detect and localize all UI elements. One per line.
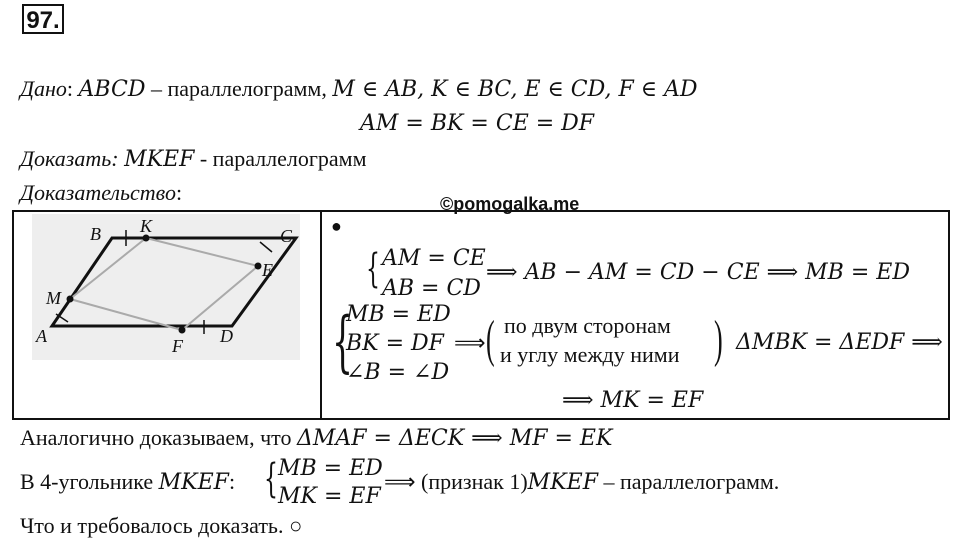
step2-arrow: ⟹	[454, 330, 486, 355]
prove-shape: MKEF	[124, 147, 195, 172]
parallelogram-figure	[32, 214, 300, 360]
quad-shape2: MKEF	[527, 470, 598, 495]
step2-paren-left: (	[486, 311, 495, 368]
prove-line	[20, 146, 367, 172]
quad-tail: – параллелограмм.	[597, 469, 780, 494]
given-shape: ABCD	[78, 77, 146, 102]
quad-line2: MK = EF	[278, 484, 381, 509]
conclusion: Что и требовалось доказать. ○	[20, 513, 303, 538]
quad-arrow: ⟹	[384, 469, 416, 494]
quad-result	[384, 469, 779, 495]
similar-math: ΔMAF = ΔECK ⟹ MF = EK	[296, 426, 613, 451]
label-d: D	[220, 326, 233, 346]
watermark: ©pomogalka.me	[440, 194, 580, 214]
point-m	[67, 296, 74, 303]
quad-reason: (признак 1)	[421, 469, 528, 494]
step1-line1: AM = CE	[382, 246, 486, 271]
prove-label: Доказать:	[20, 146, 119, 171]
step2-reason1: по двум сторонам	[504, 313, 671, 338]
given-text: – параллелограмм,	[145, 76, 333, 101]
given-equal: AM = BK = CE = DF	[360, 111, 595, 136]
point-f	[179, 327, 186, 334]
proof-table-divider	[320, 210, 322, 420]
given-label: Дано	[20, 76, 67, 101]
given-colon: :	[66, 76, 74, 101]
label-c: C	[280, 226, 293, 246]
step2-reason2: и углу между ними	[500, 342, 680, 367]
step1-line2: AB = CD	[382, 276, 481, 301]
label-b: B	[90, 224, 101, 244]
point-e	[255, 263, 262, 270]
proof-colon: :	[175, 180, 183, 205]
proof-heading	[20, 180, 182, 206]
step2-line1: MB = ED	[346, 302, 451, 327]
quad-colon: :	[228, 469, 236, 494]
given-points: M ∈ AB, K ∈ BC, E ∈ CD, F ∈ AD	[332, 77, 698, 102]
problem-number: 97.	[22, 4, 64, 34]
step2-line3: ∠B = ∠D	[346, 360, 450, 385]
similar-line	[20, 425, 612, 451]
label-e: E	[262, 260, 273, 280]
label-a: A	[36, 326, 47, 346]
quad-shape: MKEF	[158, 470, 229, 495]
given-line	[20, 76, 698, 102]
step2-paren-right: )	[714, 311, 723, 368]
quad-line-start	[20, 469, 235, 495]
label-m: M	[46, 288, 61, 308]
step1-brace: {	[366, 246, 380, 292]
prove-text: - параллелограмм	[194, 146, 367, 171]
step2-brace: {	[332, 303, 353, 380]
step2-result: ΔMBK = ΔEDF ⟹	[736, 330, 943, 355]
step2-final: ⟹ MK = EF	[562, 388, 704, 413]
proof-label: Доказательство	[20, 180, 176, 205]
step1-result: ⟹ AB − AM = CD − CE ⟹ MB = ED	[486, 260, 910, 285]
label-f: F	[172, 336, 183, 356]
step2-line2: BK = DF	[346, 331, 444, 356]
proof-bullet: ●	[331, 216, 342, 236]
quad-prefix: В 4-угольнике	[20, 469, 159, 494]
quad-line1: MB = ED	[278, 456, 383, 481]
label-k: K	[140, 216, 153, 236]
similar-text: Аналогично доказываем, что	[20, 425, 297, 450]
quad-brace: {	[264, 456, 278, 502]
